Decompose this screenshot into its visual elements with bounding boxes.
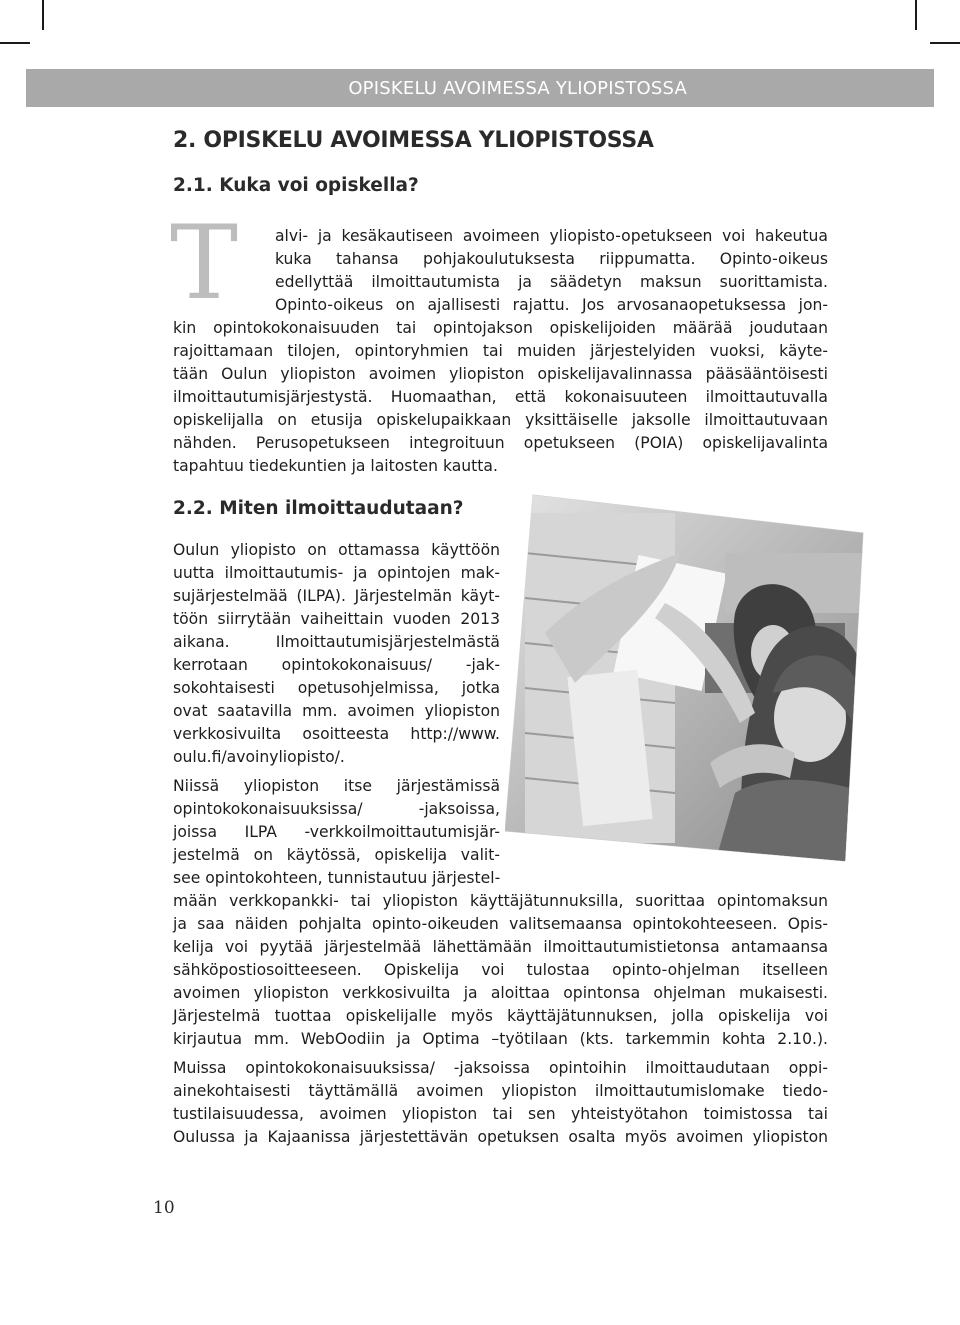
body-line: verkkosivuilta osoitteesta http://www. <box>173 725 500 743</box>
body-line: mään verkkopankki- tai yliopiston käyttäjätunnuksilla, suorittaa opintomaksun <box>173 892 828 910</box>
running-head: OPISKELU AVOIMESSA YLIOPISTOSSA <box>348 78 687 99</box>
chapter-title: 2. OPISKELU AVOIMESSA YLIOPISTOSSA <box>173 128 654 153</box>
page-number: 10 <box>153 1198 175 1218</box>
body-line: Oulun yliopisto on ottamassa käyttöön <box>173 541 500 559</box>
body-line: oulu.fi/avoinyliopisto/. <box>173 748 345 766</box>
body-line: kuka tahansa pohjakoulutuksesta riippumatta. Opinto-oikeus <box>275 250 828 268</box>
body-line: joissa ILPA -verkkoilmoittautumisjär- <box>173 823 500 841</box>
body-line: uutta ilmoittautumis- ja opintojen mak- <box>173 564 500 582</box>
body-line: kelija voi pyytää järjestelmää lähettämään ilmoittautumistietonsa antamaansa <box>173 938 828 956</box>
body-line: tustilaisuudessa, avoimen yliopiston tai sen yhteistyötahon toimistossa tai <box>173 1105 828 1123</box>
body-line: edellyttää ilmoittautumista ja säädetyn maksun suorittamista. <box>275 273 828 291</box>
body-line: kirjautua mm. WebOodiin ja Optima –työtilaan (kts. tarkemmin kohta 2.10.). <box>173 1030 828 1048</box>
crop-mark-top-left <box>42 0 44 30</box>
body-line: sähköpostiosoitteeseen. Opiskelija voi tulostaa opinto-ohjelman itselleen <box>173 961 828 979</box>
body-line: ainekohtaisesti täyttämällä avoimen yliopiston ilmoittautumislomake tiedo- <box>173 1082 828 1100</box>
section-title-2-1: 2.1. Kuka voi opiskella? <box>173 175 419 196</box>
crop-mark-top-left-h <box>0 42 30 44</box>
body-line: opiskelijalla on etusija opiskelupaikkaan yksittäiselle jaksolle ilmoittautuvaan <box>173 411 828 429</box>
body-line: alvi- ja kesäkautiseen avoimeen yliopisto-opetukseen voi hakeutua <box>275 227 828 245</box>
body-line: rajoittamaan tilojen, opintoryhmien tai muiden järjestelyiden vuoksi, käyte- <box>173 342 828 360</box>
body-line: Niissä yliopiston itse järjestämissä <box>173 777 500 795</box>
body-line: tapahtuu tiedekuntien ja laitosten kautta. <box>173 457 498 475</box>
section-title-2-2: 2.2. Miten ilmoittaudutaan? <box>173 498 464 519</box>
body-line: kerrotaan opintokokonaisuus/ -jak- <box>173 656 500 674</box>
body-line: sujärjestelmää (ILPA). Järjestelmän käyt- <box>173 587 500 605</box>
body-line: töön siirrytään vaiheittain vuoden 2013 <box>173 610 500 628</box>
body-line: tään Oulun yliopiston avoimen yliopiston opiskelijavalinnassa pääsääntöisesti <box>173 365 828 383</box>
drop-cap: T <box>170 204 239 323</box>
body-line: see opintokohteen, tunnistautuu järjestel- <box>173 869 501 887</box>
body-line: Muissa opintokokonaisuuksissa/ -jaksoissa opintoihin ilmoittaudutaan oppi- <box>173 1059 828 1077</box>
students-at-noticeboard-photo <box>505 493 865 863</box>
body-line: jestelmä on käytössä, opiskelija valit- <box>173 846 500 864</box>
body-line: Oulussa ja Kajaanissa järjestettävän opetuksen osalta myös avoimen yliopiston <box>173 1128 828 1146</box>
crop-mark-top-right-h <box>930 42 960 44</box>
body-line: opintokokonaisuuksissa/ -jaksoissa, <box>173 800 500 818</box>
body-line: Järjestelmä tuottaa opiskelijalle myös käyttäjätunnuksen, jolla opiskelija voi <box>173 1007 828 1025</box>
body-line: ja saa näiden pohjalta opinto-oikeuden valitsemaansa opintokohteeseen. Opis- <box>173 915 828 933</box>
body-line: kin opintokokonaisuuden tai opintojakson opiskelijoiden määrää joudutaan <box>173 319 828 337</box>
body-line: ilmoittautumisjärjestystä. Huomaathan, että kokonaisuuteen ilmoittautuvalla <box>173 388 828 406</box>
body-line: ovat saatavilla mm. avoimen yliopiston <box>173 702 500 720</box>
body-line: avoimen yliopiston verkkosivuilta ja aloittaa opintonsa ohjelman mukaisesti. <box>173 984 828 1002</box>
body-line: nähden. Perusopetukseen integroituun opetukseen (POIA) opiskelijavalinta <box>173 434 828 452</box>
body-line: sokohtaisesti opetusohjelmissa, jotka <box>173 679 500 697</box>
body-line: aikana. Ilmoittautumisjärjestelmästä <box>173 633 500 651</box>
crop-mark-top-right <box>915 0 917 30</box>
body-line: Opinto-oikeus on ajallisesti rajattu. Jos arvosanaopetuksessa jon- <box>275 296 828 314</box>
